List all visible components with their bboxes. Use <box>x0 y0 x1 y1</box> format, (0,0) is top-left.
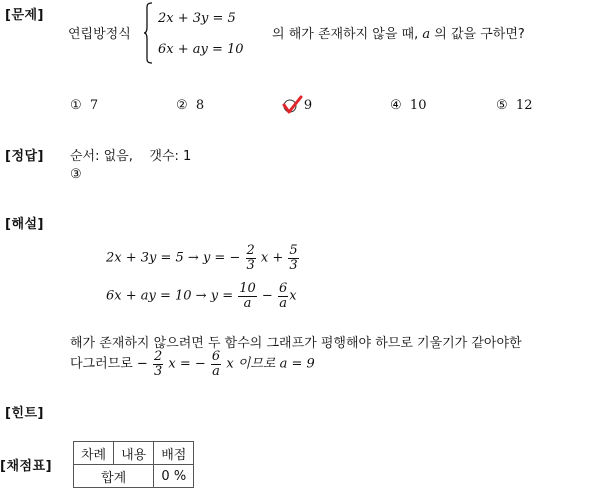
problem-suffix-a: 의 해가 존재하지 않을 때, <box>272 27 419 42</box>
explanation-equation-2: 6x + ay = 10 → y = $\frac{10}{a}$ − $\frac{6}{a}$ x <box>106 281 297 311</box>
rubric-total-label: 합계 <box>74 465 154 488</box>
problem-suffix-b: 의 값을 구하면? <box>434 27 525 42</box>
rubric-total-row <box>74 465 194 488</box>
answer-selected: ③ <box>70 167 82 182</box>
section-label-rubric: [채점표] <box>0 459 53 474</box>
answer-meta <box>70 145 191 164</box>
fraction-10-a: $\frac{10}{a}$ <box>239 281 256 311</box>
fraction-6-a: $\frac{6}{a}$ <box>278 281 288 311</box>
explanation-text-2: 다그러므로 − $\frac{2}{3}$ x = − $\frac{6}{a}$ x 이므로 a = 9 <box>70 349 315 379</box>
rubric-header-content: 내용 <box>114 442 154 465</box>
left-brace <box>143 2 153 64</box>
problem-prefix: 연립방정식 <box>68 27 131 42</box>
explanation-equation-1: 2x + 3y = 5 → y = − $\frac{2}{3}$ x + $\frac{5}{3}$ <box>106 243 298 273</box>
section-label-answer: [정답] <box>5 149 44 164</box>
rubric-header-score: 배점 <box>154 442 194 465</box>
section-label-hint: [힌트] <box>5 406 44 421</box>
rubric-total-value: 0 % <box>154 465 194 488</box>
choice-5[interactable]: ⑤ 12 <box>496 98 533 113</box>
system-equation-2: 6x + ay = 10 <box>158 42 244 57</box>
choice-4[interactable]: ④ 10 <box>390 98 427 113</box>
rubric-header-order: 차례 <box>74 442 114 465</box>
section-label-explanation: [해설] <box>5 217 44 232</box>
choice-2[interactable]: ② 8 <box>176 98 205 113</box>
rubric-header-row <box>74 442 194 465</box>
fraction-5-3: $\frac{5}{3}$ <box>289 243 298 273</box>
answer-order: 순서: 없음, <box>70 149 133 164</box>
problem-suffix <box>272 23 525 42</box>
fraction-2-3-b: $\frac{2}{3}$ <box>153 349 163 379</box>
explanation-text-1: 해가 존재하지 않으려면 두 함수의 그래프가 평행해야 하므로 기울기가 같아야한 <box>70 336 522 351</box>
variable-a: a <box>422 27 431 42</box>
fraction-6-a-b: $\frac{6}{a}$ <box>211 349 221 379</box>
choice-3[interactable]: 9 <box>303 98 313 113</box>
answer-count: 갯수: 1 <box>149 149 192 164</box>
fraction-2-3: $\frac{2}{3}$ <box>246 243 255 273</box>
checkmark-icon <box>281 95 303 115</box>
system-equation-1: 2x + 3y = 5 <box>158 11 236 26</box>
choice-1[interactable]: ① 7 <box>70 98 99 113</box>
rubric-table <box>73 441 194 488</box>
section-label-problem: [문제] <box>5 8 44 23</box>
